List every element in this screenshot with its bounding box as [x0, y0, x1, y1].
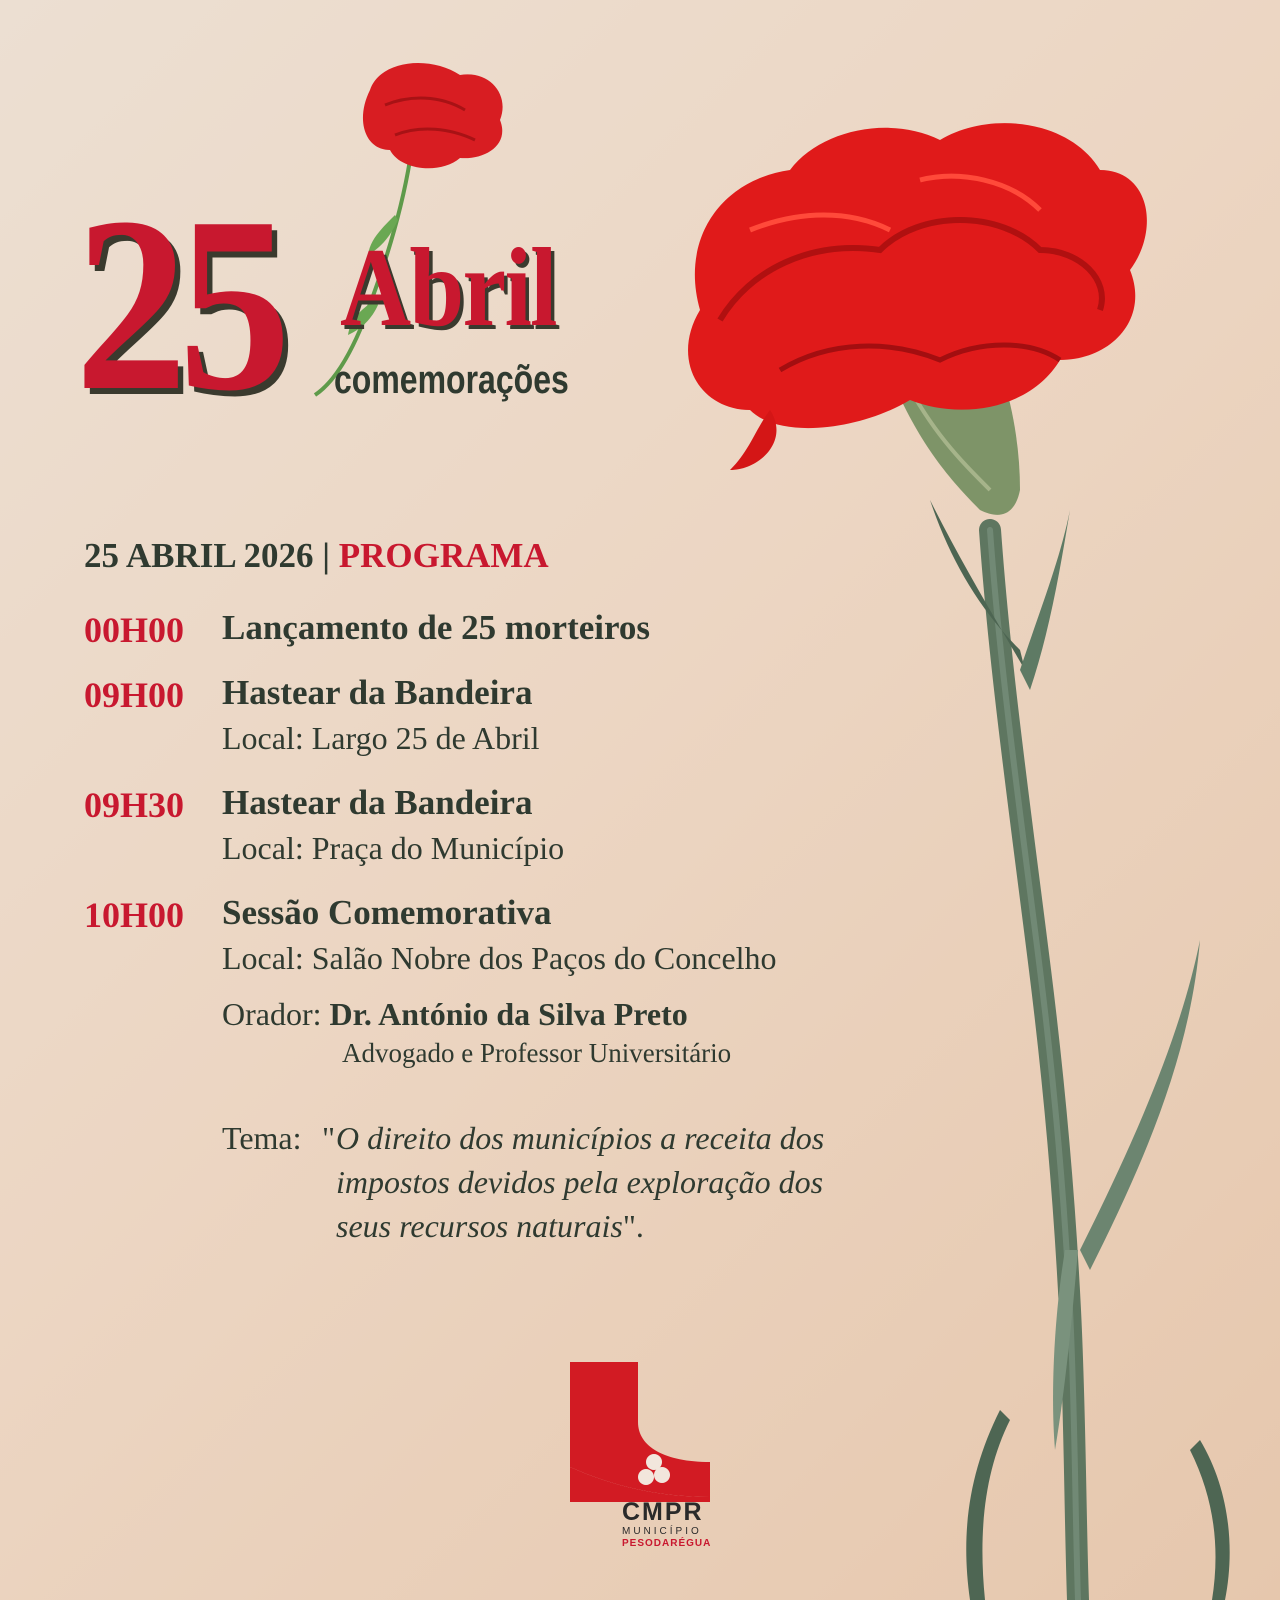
logo-line1: MUNICÍPIO [622, 1526, 702, 1537]
municipality-logo-icon [570, 1362, 710, 1502]
item-time: 00H00 [84, 610, 185, 650]
theme-label-line [222, 1122, 302, 1154]
theme-close-quote: ". [622, 1208, 644, 1244]
item-event: Lançamento de 25 morteiros [222, 608, 651, 647]
item-event: Hastear da Bandeira [222, 673, 533, 712]
theme-text-line [336, 1210, 644, 1242]
theme-text-line: impostos devidos pela exploração dos [336, 1164, 824, 1200]
item-time: 09H30 [84, 785, 185, 825]
title-month: Abril [340, 226, 556, 350]
item-place: Local: Salão Nobre dos Paços do Concelho [222, 940, 777, 976]
title-subtitle: comemorações [334, 358, 569, 402]
speaker-line [222, 998, 688, 1030]
item-time: 09H00 [84, 675, 185, 715]
theme-label: Tema: [222, 1120, 302, 1156]
theme-text-end: seus recursos naturais [336, 1208, 623, 1244]
program-date: 25 ABRIL 2026 [84, 536, 314, 575]
theme-text-line: O direito dos municípios a receita dos [336, 1120, 825, 1156]
item-place: Local: Praça do Município [222, 830, 565, 866]
theme-open-quote: " [322, 1120, 336, 1156]
program-separator: | [322, 536, 330, 575]
item-event: Hastear da Bandeira [222, 783, 533, 822]
speaker-label: Orador: [222, 996, 322, 1032]
speaker-name: Dr. António da Silva Preto [329, 996, 688, 1032]
carnation-illustration [660, 110, 1260, 1600]
item-place: Local: Largo 25 de Abril [222, 720, 540, 756]
item-event: Sessão Comemorativa [222, 893, 552, 932]
speaker-role: Advogado e Professor Universitário [342, 1038, 732, 1068]
item-time: 10H00 [84, 895, 185, 935]
logo-acronym: CMPR [622, 1498, 704, 1526]
program-label: PROGRAMA [338, 536, 549, 575]
logo-line2: PESODARÉGUA [622, 1538, 712, 1549]
title-number: 25 [75, 166, 282, 443]
program-heading [84, 536, 549, 576]
